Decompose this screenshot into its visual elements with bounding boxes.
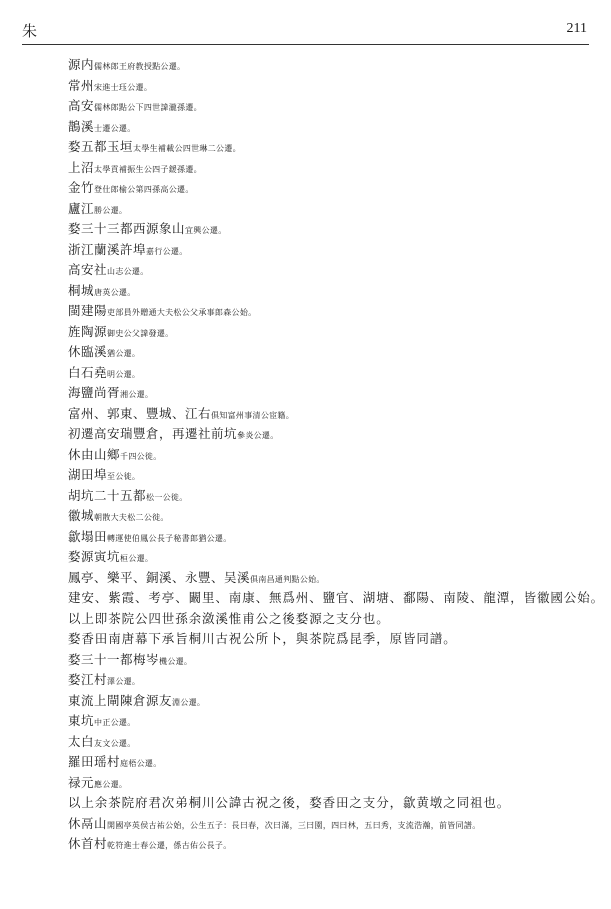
place-name: 婺三十一都梅岑: [68, 651, 160, 667]
annotation-note: 宜興公遷。: [185, 226, 227, 235]
place-name: 金竹: [68, 180, 95, 195]
place-name: 婺五都玉垣: [68, 139, 134, 154]
place-name: 上沼: [68, 159, 95, 175]
place-name: 廬江: [68, 200, 95, 216]
branch-entry: [68, 404, 598, 425]
place-name: 旌陶源: [68, 323, 108, 339]
annotation-note: 開國亭英侯古祐公始，公生五子：長曰春，次曰滿，三曰園，四曰林，五曰秀，支流浩瀚，前皆同譜。: [107, 820, 481, 830]
branch-entry: [68, 527, 598, 548]
place-name: 休由山鄉: [68, 446, 121, 462]
branch-entry: [68, 670, 598, 691]
place-name: 海鹽尚胥: [68, 385, 121, 400]
place-name: 歙塌田: [68, 528, 108, 544]
place-name: 太白: [68, 733, 95, 749]
place-name: 羅田瑶村: [68, 754, 121, 769]
branch-entry: [68, 465, 598, 486]
branch-entry: [68, 55, 598, 76]
place-name: 桐城: [68, 282, 95, 298]
branch-entry: [68, 96, 598, 117]
branch-entry: [68, 76, 598, 97]
running-head-surname: 朱: [22, 22, 38, 40]
annotation-note: 太學生補載公四世琳二公遷。: [133, 144, 241, 153]
branch-entry: [68, 260, 598, 281]
place-name: 禄元: [68, 774, 95, 790]
annotation-note: 淵公遷。: [172, 697, 206, 707]
place-name: 浙江蘭溪許埠: [68, 241, 147, 257]
place-name: 以上余茶院府君次弟桐川公諱古祝之後，婺香田之支分，歙黄墩之同祖也。: [68, 795, 511, 810]
branch-entry: [68, 834, 598, 855]
annotation-note: 士遷公遷。: [94, 123, 136, 133]
place-name: 建安、紫霞、考亭、闞里、南康、無爲州、鹽官、湖塘、鄱陽、南陵、龍潭，皆徽國公始。: [68, 590, 605, 605]
annotation-note: 明公遷。: [107, 369, 141, 379]
place-name: 休首村: [68, 836, 108, 851]
place-name: 婺江村: [68, 672, 108, 687]
place-name: 以上即茶院公四世孫余潋溪惟甫公之後婺源之支分也。: [68, 610, 390, 626]
branch-entry: [68, 117, 598, 138]
place-name: 常州: [68, 77, 95, 93]
branch-entry: [68, 650, 598, 671]
branch-entry: [68, 424, 598, 445]
place-name: 鳳亭、樂平、銅溪、永豐、吴溪: [68, 569, 251, 585]
branch-entry: [68, 506, 598, 527]
place-name: 婺源寅坑: [68, 549, 121, 564]
annotation-note: 轉運使伯鳳公長子秘書郎猶公遷。: [107, 533, 232, 543]
branch-entry: [68, 814, 598, 835]
place-name: 白石堯: [68, 364, 108, 380]
place-name: 源内: [68, 57, 95, 72]
place-name: 初遷高安瑞豐倉，再遷社前坑: [68, 426, 238, 441]
annotation-note: 嘉行公遷。: [146, 246, 188, 256]
annotation-note: 友文公遷。: [94, 738, 136, 748]
annotation-note: 朝散大夫松二公徙。: [94, 513, 169, 522]
annotation-note: 澤公遷。: [107, 677, 141, 686]
place-name: 胡坑二十五都: [68, 487, 147, 503]
annotation-note: 至公徙。: [107, 472, 141, 481]
annotation-note: 太學貢補振生公四子鍰孫遷。: [94, 164, 202, 174]
branch-entry: [68, 568, 598, 589]
branch-entry: [68, 486, 598, 507]
place-name: 鵲溪: [68, 118, 95, 134]
branch-entry: [68, 137, 598, 158]
page-number: 211: [566, 21, 587, 36]
place-name: 東坑: [68, 713, 95, 728]
annotation-note: 山志公遷。: [107, 267, 149, 276]
annotation-note: 俱知富州事清公宦籍。: [211, 410, 295, 420]
summary-line: [68, 588, 605, 609]
branch-entry: [68, 158, 598, 179]
branch-entry: [68, 281, 598, 302]
branch-entry: [68, 711, 598, 732]
genealogy-entry-list: [68, 55, 605, 855]
annotation-note: 儒林郎王府教授點公遷。: [94, 62, 186, 71]
annotation-note: 松一公徙。: [146, 492, 188, 502]
branch-entry: [68, 342, 598, 363]
place-name: 湖田埠: [68, 467, 108, 482]
annotation-note: 勝公遷。: [94, 205, 128, 215]
branch-entry: [68, 240, 598, 261]
place-name: 婺香田南唐幕下承旨桐川古祝公所卜，與茶院爲昆季，原皆同譜。: [68, 631, 457, 646]
branch-entry: [68, 301, 598, 322]
branch-entry: [68, 547, 598, 568]
annotation-note: 千四公徙。: [120, 451, 162, 461]
annotation-note: 唐英公遷。: [94, 287, 136, 297]
annotation-note: 乾符進士春公遷，係古佑公長子。: [107, 841, 232, 850]
annotation-note: 宋進士珏公遷。: [94, 82, 153, 92]
place-name: 徽城: [68, 508, 95, 523]
annotation-note: 登仕郎榆公第四孫高公遷。: [94, 185, 194, 194]
place-name: 富州、郭東、豐城、江右: [68, 405, 212, 421]
place-name: 婺三十三都西源象山: [68, 221, 186, 236]
branch-entry: [68, 732, 598, 753]
place-name: 高安社: [68, 262, 108, 277]
branch-entry: [68, 752, 598, 773]
branch-entry: [68, 219, 598, 240]
branch-entry: [68, 773, 598, 794]
annotation-note: 吏部員外贈通大夫松公父承事郎森公始。: [107, 308, 257, 317]
annotation-note: 猶公遷。: [107, 349, 141, 358]
summary-line: [68, 793, 598, 814]
annotation-note: 參炎公遷。: [237, 431, 279, 440]
annotation-note: 湘公遷。: [120, 390, 154, 399]
annotation-note: 應公遷。: [94, 779, 128, 789]
branch-entry: [68, 322, 598, 343]
annotation-note: 御史公父諱發遷。: [107, 328, 174, 338]
place-name: 休臨溪: [68, 344, 108, 359]
summary-line: [68, 629, 598, 650]
branch-entry: [68, 178, 598, 199]
place-name: 休鬲山: [68, 815, 108, 831]
annotation-note: 中正公遷。: [94, 718, 136, 727]
annotation-note: 桓公遷。: [120, 554, 154, 563]
annotation-note: 俱南昌通判點公始。: [250, 574, 325, 584]
summary-line: [68, 609, 598, 630]
place-name: 高安: [68, 98, 95, 113]
annotation-note: 機公遷。: [159, 656, 193, 666]
branch-entry: [68, 445, 598, 466]
branch-entry: [68, 363, 598, 384]
annotation-note: 儒林郎點公下四世諱瀧孫遷。: [94, 103, 202, 112]
place-name: 閩建陽: [68, 303, 108, 318]
place-name: 東流上閘陳倉源友: [68, 692, 173, 708]
page-header: [22, 18, 589, 45]
branch-entry: [68, 691, 598, 712]
branch-entry: [68, 199, 598, 220]
annotation-note: 庭梧公遷。: [120, 759, 162, 768]
branch-entry: [68, 383, 598, 404]
